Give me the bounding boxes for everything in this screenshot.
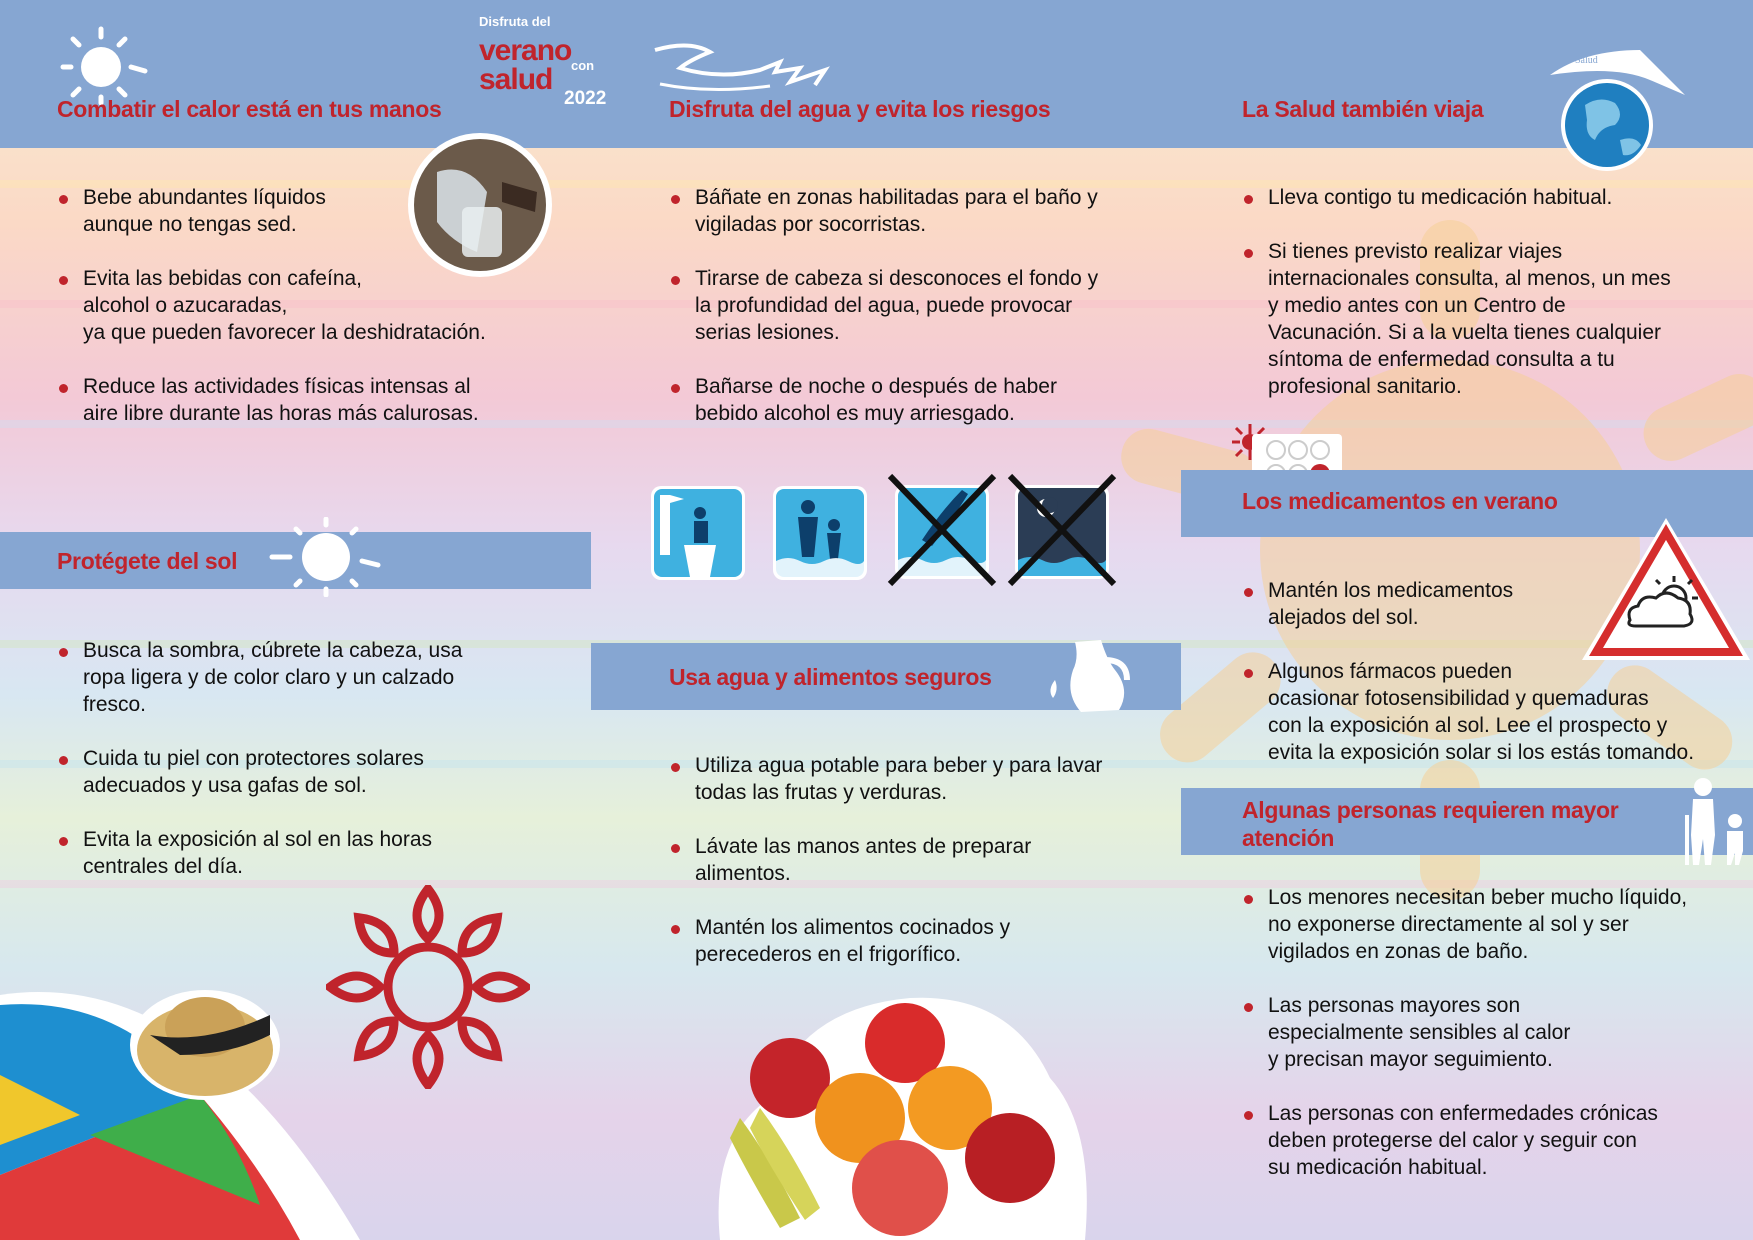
list-item: Bañarse de noche o después de haber bebido alcohol es muy arriesgado. (669, 373, 1169, 427)
heading-agua-alimentos: Usa agua y alimentos seguros (669, 664, 992, 690)
heading-combatir-calor: Combatir el calor está en tus manos (57, 96, 442, 122)
heading-medicamentos-verano: Los medicamentos en verano (1242, 488, 1558, 514)
top-banner (0, 0, 1753, 148)
list-item: Tirarse de cabeza si desconoces el fondo y la profundidad del agua, puede provocar serias lesiones. (669, 265, 1169, 346)
list-item: Cuida tu piel con protectores solares adecuados y usa gafas de sol. (57, 745, 557, 799)
list-item: Busca la sombra, cúbrete la cabeza, usa ropa ligera y de color claro y un calzado fresco. (57, 637, 557, 718)
list-item: Algunos fármacos pueden ocasionar fotosensibilidad y quemaduras con la exposición al sol. Lee el prospecto y evita la exposición solar si los estás tomando. (1242, 658, 1747, 766)
logo-line2: salud (479, 63, 553, 96)
wave-logo-icon (650, 40, 840, 95)
heading-protegete-sol: Protégete del sol (57, 548, 238, 574)
list-item: Evita la exposición al sol en las horas centrales del día. (57, 826, 557, 880)
svg-text:Salud: Salud (1575, 55, 1598, 66)
logo-line1: verano (479, 34, 572, 67)
heading-salud-viaja: La Salud también viaja (1242, 96, 1484, 122)
list-disfruta-agua (669, 184, 1169, 454)
globe-icon (1545, 45, 1695, 175)
list-personas-atencion (1242, 884, 1747, 1208)
lifeguard-icon (650, 485, 746, 581)
sun-icon (55, 25, 155, 105)
umbrella-hat-photo (0, 975, 360, 1240)
list-item: Mantén los alimentos cocinados y perecederos en el frigorífico. (669, 914, 1169, 968)
list-protegete-sol (57, 637, 557, 907)
water-jug-icon (1045, 630, 1135, 720)
list-item: Bebe abundantes líquidos aunque no tengas sed. (57, 184, 557, 238)
fruit-basket-photo (710, 988, 1100, 1240)
no-night-swimming-icon (1002, 470, 1122, 590)
list-agua-alimentos (669, 752, 1169, 995)
list-combatir-calor (57, 184, 557, 454)
list-item: Lleva contigo tu medicación habitual. (1242, 184, 1747, 211)
list-item: Mantén los medicamentos alejados del sol. (1242, 577, 1747, 631)
list-item: Las personas mayores son especialmente sensibles al calor y precisan mayor seguimiento. (1242, 992, 1747, 1073)
logo-con: con (571, 58, 595, 73)
heading-disfruta-agua: Disfruta del agua y evita los riesgos (669, 96, 1051, 122)
logo-year: 2022 (564, 88, 607, 109)
list-item: Reduce las actividades físicas intensas al aire libre durante las horas más calurosas. (57, 373, 557, 427)
list-item: Lávate las manos antes de preparar alimentos. (669, 833, 1169, 887)
list-item: Evita las bebidas con cafeína, alcohol o azucaradas, ya que pueden favorecer la deshidratación. (57, 265, 557, 346)
list-salud-viaja (1242, 184, 1747, 427)
list-item: Báñate en zonas habilitadas para el baño y vigiladas por socorristas. (669, 184, 1169, 238)
list-item: Las personas con enfermedades crónicas deben protegerse del calor y seguir con su medicación habitual. (1242, 1100, 1747, 1181)
list-medicamentos-verano (1242, 577, 1747, 793)
sun-icon (268, 517, 384, 597)
bathing-family-icon (772, 485, 868, 581)
logo-pre: Disfruta del (479, 14, 551, 29)
elderly-child-icon (1683, 775, 1753, 867)
heading-personas-atencion: Algunas personas requieren mayor atención (1242, 797, 1619, 851)
list-item: Si tienes previsto realizar viajes internacionales consulta, al menos, un mes y medio antes con un Centro de Vacunación. Si a la vuelta tienes cualquier síntoma de enfermedad consulta a tu profesional sanitario. (1242, 238, 1747, 400)
list-item: Utiliza agua potable para beber y para lavar todas las frutas y verduras. (669, 752, 1169, 806)
no-diving-icon (882, 470, 1002, 590)
list-item: Los menores necesitan beber mucho líquido, no exponerse directamente al sol y ser vigilados en zonas de baño. (1242, 884, 1747, 965)
